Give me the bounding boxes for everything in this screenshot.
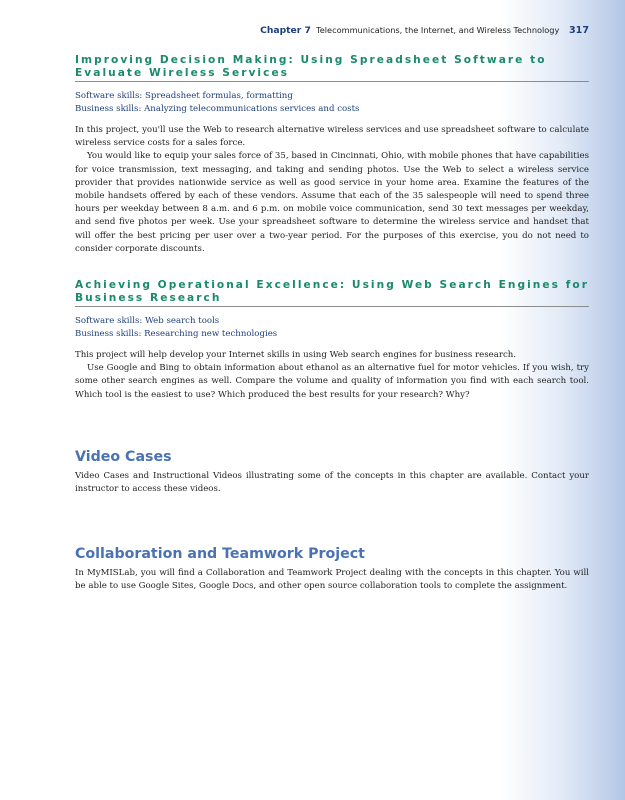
section-operational-excellence xyxy=(75,279,589,402)
software-skills: Software skills: Web search tools xyxy=(75,316,220,326)
paragraph: In this project, you'll use the Web to research alternative wireless services and use spreadsheet software to calculate wireless service costs for a sales force. xyxy=(75,125,589,149)
paragraph: In MyMISLab, you will find a Collaboration and Teamwork Project dealing with the concepts in this chapter. You will be able to use Google Sites, Google Docs, and other open source collaboration tools to complete the assignment. xyxy=(75,568,589,592)
section-video-cases xyxy=(75,448,589,496)
paragraph: Use Google and Bing to obtain information about ethanol as an alternative fuel for motor vehicles. If you wish, try some other search engines as well. Compare the volume and quality of information you find with each search tool. Which tool is the easiest to use? Which produced the best results for your research? Why? xyxy=(75,363,589,400)
section-title: Improving Decision Making: Using Spreadsheet Software to Evaluate Wireless Services xyxy=(75,54,589,82)
chapter-label: Chapter 7 xyxy=(260,25,311,36)
section-body xyxy=(75,567,589,593)
section-collaboration xyxy=(75,545,589,593)
business-skills: Business skills: Analyzing telecommunications services and costs xyxy=(75,104,360,114)
section-decision-making xyxy=(75,54,589,256)
business-skills: Business skills: Researching new technologies xyxy=(75,329,278,339)
section-body xyxy=(75,124,589,256)
section-body xyxy=(75,349,589,402)
section-title: Collaboration and Teamwork Project xyxy=(75,546,365,562)
running-header xyxy=(260,25,589,36)
paragraph: Video Cases and Instructional Videos illustrating some of the concepts in this chapter are available. Contact your instructor to access these videos. xyxy=(75,471,589,495)
paragraph: This project will help develop your Internet skills in using Web search engines for business research. xyxy=(75,350,517,360)
section-title: Video Cases xyxy=(75,449,172,465)
section-title: Achieving Operational Excellence: Using Web Search Engines for Business Research xyxy=(75,279,589,307)
skills-block xyxy=(75,90,589,116)
paragraph: You would like to equip your sales force of 35, based in Cincinnati, Ohio, with mobile phones that have capabilities for voice transmission, text messaging, and taking and sending photos. Use the Web to select a wireless service provider that provides nationwide service as well as good service in your home area. Examine the features of the mobile handsets offered by each of these vendors. Assume that each of the 35 salespeople will need to spend three hours per weekday between 8 a.m. and 6 p.m. on mobile voice communication, send 30 text messages per weekday, and send five photos per week. Use your spreadsheet software to determine the wireless service and handset that will offer the best pricing per user over a two-year period. For the purposes of this exercise, you do not need to consider corporate discounts. xyxy=(75,151,589,254)
page-number: 317 xyxy=(568,25,589,36)
skills-block xyxy=(75,315,589,341)
software-skills: Software skills: Spreadsheet formulas, formatting xyxy=(75,91,293,101)
chapter-title: Telecommunications, the Internet, and Wireless Technology xyxy=(316,25,560,35)
section-body xyxy=(75,470,589,496)
